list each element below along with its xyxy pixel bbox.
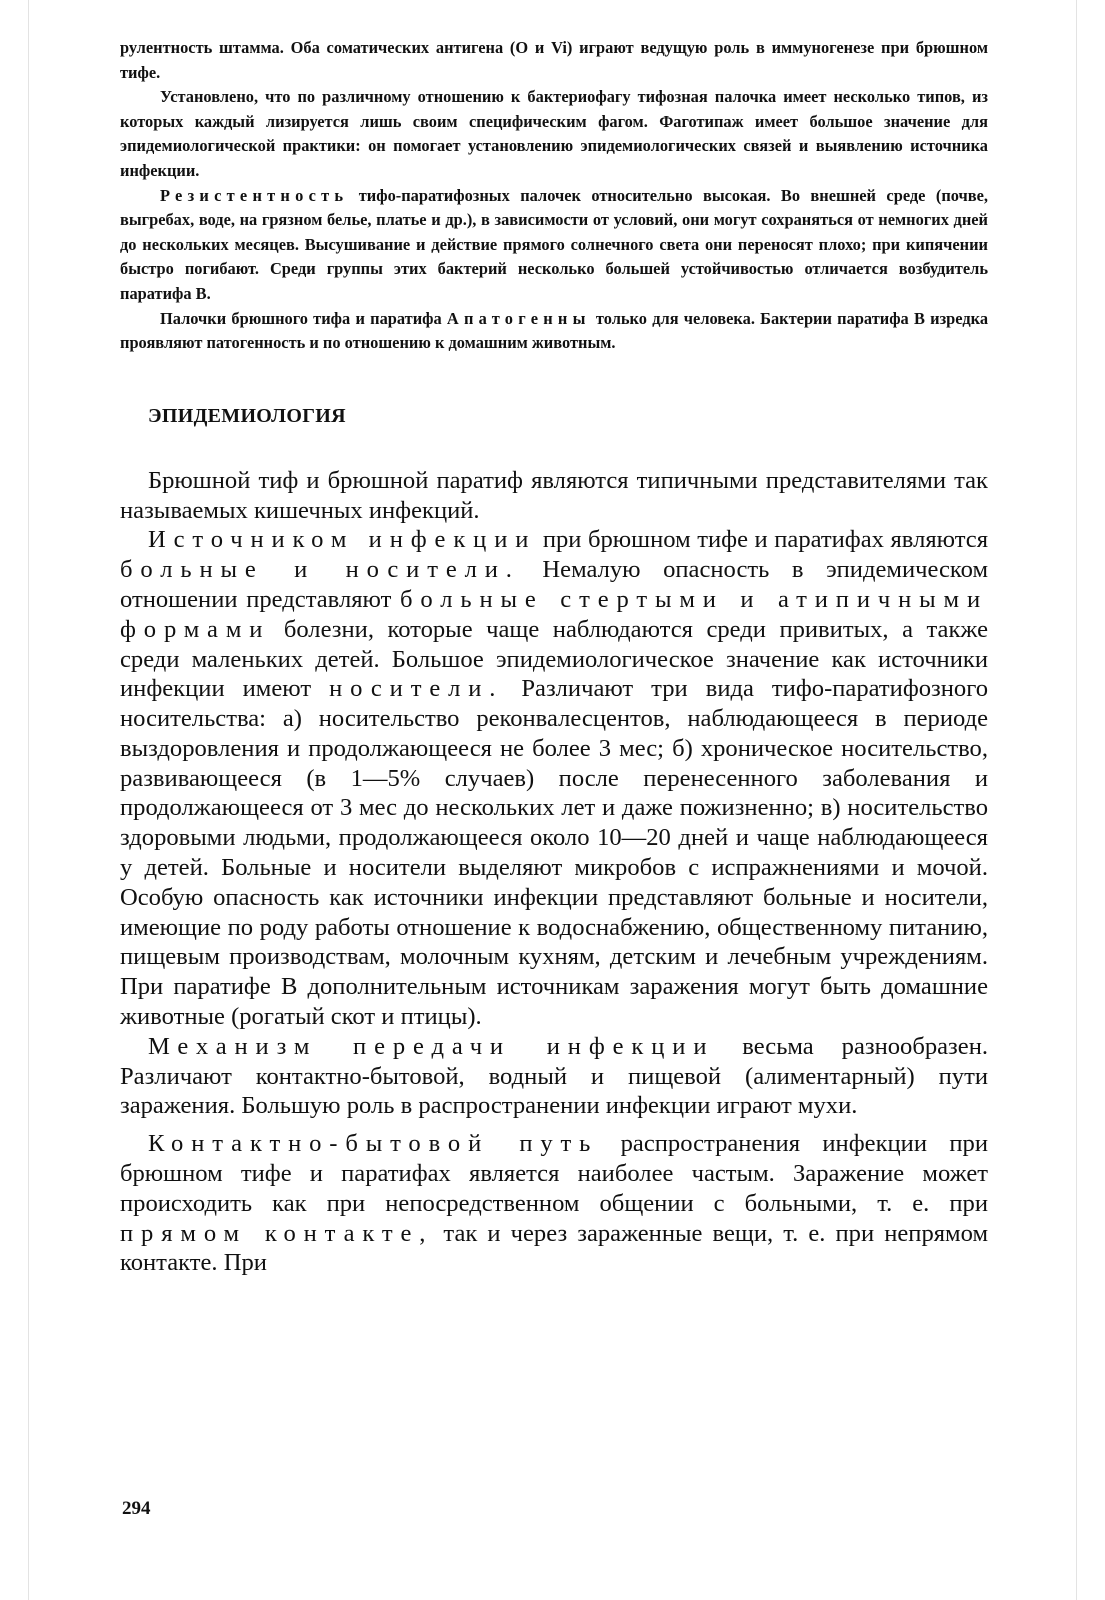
paragraph-phage-typing: Установлено, что по различному отношению к бактериофагу тифозная палочка имеет несколько типов, из которых каждый лизируется лишь своим специфическим фагом. Фаготипаж имеет большое значение для эпидемиологической практики: он помогает установлению эпидемиологических связей и выявлению источника инфекции. — [120, 87, 988, 180]
spaced-term-pathogenic: патогенны — [463, 308, 591, 328]
paragraph-source-text-b: Немалую опасность в эпидемическом отношении представляют — [120, 556, 989, 613]
paragraph-pathogenicity — [120, 307, 988, 356]
paragraph-pathogenicity-text-a: Палочки брюшного тифа и паратифа А — [160, 308, 464, 328]
paragraph-contact-text-a: распространения инфекции при брюшном тифе и паратифах является наиболее частым. Заражение может происходить как при непосредственном общении с больными, т. е. при — [120, 1130, 988, 1217]
paragraph-resistance — [120, 184, 988, 307]
paragraph-source-text-d: Различают три вида тифо-паратифозного носительства: а) носительство реконвалесцентов, наблюдающееся в периоде выздоровления и продолжающееся не более 3 мес; б) хроническое носительство, развивающееся (в 1—5% случаев) после перенесенного заболевания и продолжающееся от 3 мес до нескольких лет и даже пожизненно; в) носительство здоровыми людьми, продолжающееся около 10—20 дней и чаще наблюдающееся у детей. Больные и носители выделяют микробов с испражнениями и мочой. Особую опасность как источники инфекции представляют больные и носители, имеющие по роду работы отношение к водоснабжению, общественному питанию, пищевым производствам, молочным кухням, детским и лечебным учреждениям. При паратифе В дополнительным источникам заражения могут быть домашние животные (рогатый скот и птицы). — [120, 675, 988, 1031]
spaced-term-atypical-forms: больные стертыми и атипичными формами — [120, 585, 988, 643]
paragraph-source-text-c: болезни, которые чаще наблюдаются среди привитых, а также среди маленьких детей. Большое эпидемиологическое значение как источники инфекции имеют — [120, 615, 988, 703]
page-edge-left — [28, 0, 29, 1600]
paragraph-pathogenicity-text-b: только для человека. Бактерии паратифа В изредка проявляют патогенность и по отношению к домашним животным. — [120, 308, 989, 353]
paragraph-mechanism — [120, 1032, 988, 1121]
paragraph-source — [120, 525, 988, 1032]
paragraph-virulence: рулентность штамма. Оба соматических антигена (О и Vi) играют ведущую роль в иммуногенезе при брюшном тифе. — [120, 38, 988, 82]
small-print-section — [120, 36, 988, 356]
paragraph-mechanism-text: весьма разнообразен. Различают контактно-бытовой, водный и пищевой (алиментарный) пути заражения. Большую роль в распространении инфекции играют мухи. — [120, 1032, 989, 1120]
main-text-section — [120, 466, 988, 1279]
paragraph-contact — [120, 1129, 988, 1278]
paragraph-resistance-text: тифо-паратифозных палочек относительно высокая. Во внешней среде (почве, выгребах, воде, на грязном белье, платье и др.), в зависимости от условий, они могут сохраняться от немногих дней до нескольких месяцев. Высушивание и действие прямого солнечного света они переносят плохо; при кипячении быстро погибают. Среди группы этих бактерий несколько большей устойчивостью отличается возбудитель паратифа В. — [120, 185, 988, 303]
paragraph-source-text-a: при брюшном тифе и паратифах являются — [536, 526, 989, 554]
spaced-term-resistance: Резистентность — [160, 185, 349, 205]
page-number: 294 — [122, 1498, 151, 1519]
spaced-term-patients-carriers: больные и носители. — [120, 556, 520, 584]
spaced-term-source: Источником инфекции — [148, 526, 537, 554]
section-heading: ЭПИДЕМИОЛОГИЯ — [148, 404, 346, 427]
spaced-term-mechanism: Механизм передачи инфекции — [148, 1032, 715, 1060]
page-edge-right — [1076, 0, 1077, 1600]
spaced-term-contact-route: Контактно-бытовой путь — [148, 1130, 599, 1158]
paragraph-contact-text-b: так и через зараженные вещи, т. е. при непрямом контакте. При — [120, 1219, 989, 1277]
spaced-term-carriers: носители. — [329, 675, 504, 703]
page-content — [120, 36, 988, 1278]
spaced-term-direct-contact: прямом контакте, — [120, 1219, 434, 1247]
paragraph-intro: Брюшной тиф и брюшной паратиф являются типичными представителями так называемых кишечных инфекций. — [120, 466, 988, 524]
